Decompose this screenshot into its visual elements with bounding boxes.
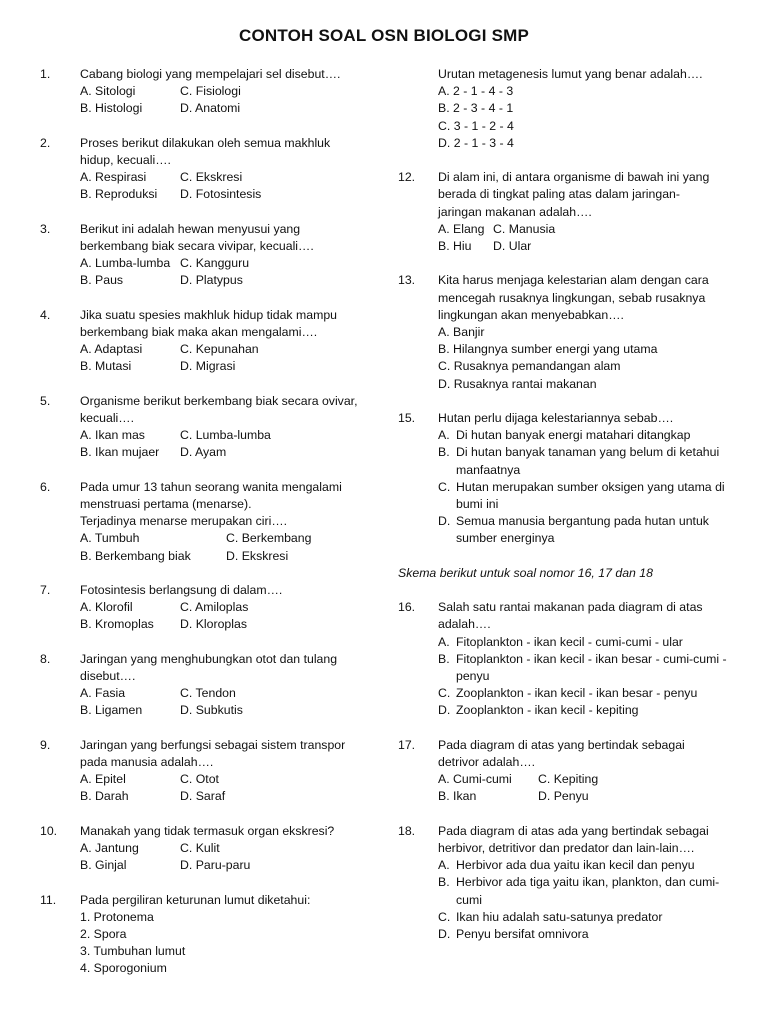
option: B. 2 - 3 - 4 - 1 (438, 101, 514, 116)
question-stem: berada di tingkat paling atas dalam jaringan- (438, 187, 680, 202)
option (438, 634, 734, 651)
option (438, 513, 734, 547)
option: B. Ikan mujaer (80, 445, 160, 460)
question-9 (40, 737, 376, 806)
question-stem: Berikut ini adalah hewan menyusui yang (80, 221, 301, 236)
question-stem: detrivor adalah…. (438, 755, 536, 770)
option: B. Darah (80, 789, 129, 804)
option: A. Cumi-cumi (438, 772, 512, 787)
option-row (80, 255, 376, 272)
option-letter: C. (438, 479, 451, 494)
option-letter: A. (438, 428, 450, 443)
question-stem: Manakah yang tidak termasuk organ ekskresi? (80, 823, 335, 838)
option-letter: D. (438, 703, 451, 718)
question-number: 15. (398, 411, 416, 426)
option: D. Penyu (538, 789, 589, 804)
left-column (40, 66, 376, 995)
option-text: Fitoplankton - ikan kecil - cumi-cumi - ular (456, 634, 683, 649)
option: D. Rusaknya rantai makanan (438, 376, 597, 391)
option-letter: A. (438, 634, 450, 649)
option: B. Berkembang biak (80, 548, 191, 563)
question-stem: Terjadinya menarse merupakan ciri…. (80, 514, 288, 529)
option: B. Kromoplas (80, 617, 154, 632)
option: C. Manusia (493, 221, 556, 236)
option-letter: C. (438, 909, 451, 924)
option: D. Ekskresi (226, 548, 289, 563)
option-row (80, 857, 376, 874)
list-item: 1. Protonema (80, 909, 154, 924)
option (438, 479, 734, 513)
question-4 (40, 307, 376, 376)
question-15 (398, 410, 734, 548)
question-stem: Pada pergiliran keturunan lumut diketahui: (80, 892, 311, 907)
option: A. Adaptasi (80, 342, 143, 357)
option: D. Fotosintesis (180, 187, 262, 202)
option (438, 651, 734, 685)
list-item: 3. Tumbuhan lumut (80, 944, 186, 959)
option-row (438, 221, 734, 238)
option (438, 427, 734, 444)
scheme-note: Skema berikut untuk soal nomor 16, 17 dan 18 (398, 565, 653, 580)
option-row (438, 771, 734, 788)
option-letter: B. (438, 445, 450, 460)
option-row (80, 788, 376, 805)
option-row (80, 616, 376, 633)
option: C. Kulit (180, 841, 220, 855)
option: D. Paru-paru (180, 858, 251, 873)
option: D. Ayam (180, 445, 227, 460)
question-18 (398, 823, 734, 943)
option: C. Rusaknya pemandangan alam (438, 359, 621, 374)
option-text: Zooplankton - ikan kecil - kepiting (456, 703, 639, 718)
option: C. Berkembang (226, 531, 312, 546)
option-row (80, 444, 376, 461)
option-text: Zooplankton - ikan kecil - ikan besar - penyu (456, 686, 698, 701)
option-letter: A. (438, 858, 450, 873)
page-title: CONTOH SOAL OSN BIOLOGI SMP (238, 26, 530, 45)
option: C. Fisiologi (180, 84, 241, 99)
option-text: Ikan hiu adalah satu-satunya predator (456, 909, 663, 924)
option-row (438, 238, 734, 255)
option (438, 874, 734, 908)
question-stem: menstruasi pertama (menarse). (80, 497, 252, 511)
question-number: 4. (40, 307, 51, 322)
list-item: 4. Sporogonium (80, 961, 167, 976)
option-row (80, 685, 376, 702)
option-row (80, 427, 376, 444)
question-stem: pada manusia adalah…. (80, 755, 214, 769)
option: D. Kloroplas (180, 617, 247, 632)
option: D. Anatomi (180, 101, 241, 116)
question-8 (40, 651, 376, 720)
option-row (80, 186, 376, 203)
option-row (80, 83, 376, 100)
option: A. 2 - 1 - 4 - 3 (438, 84, 514, 99)
question-number: 1. (40, 67, 51, 81)
question-stem: Di alam ini, di antara organisme di bawah ini yang (438, 170, 710, 185)
question-stem: hidup, kecuali…. (80, 153, 171, 167)
option: B. Ligamen (80, 703, 143, 718)
question-stem: berkembang biak maka akan mengalami…. (80, 325, 318, 339)
question-stem: Jika suatu spesies makhluk hidup tidak mampu (80, 307, 337, 322)
option-row (80, 358, 376, 375)
option: B. Hiu (438, 239, 472, 254)
option: C. Otot (180, 772, 219, 787)
option-row (80, 272, 376, 289)
question-number: 8. (40, 651, 51, 666)
list-item: 2. Spora (80, 927, 127, 941)
question-2 (40, 135, 376, 204)
question-stem: lingkungan akan menyebabkan…. (438, 307, 624, 322)
question-16 (398, 599, 734, 719)
question-number: 17. (398, 737, 416, 752)
option: A. Sitologi (80, 84, 136, 99)
option-row (80, 702, 376, 719)
option: B. Paus (80, 273, 124, 288)
option-letter: B. (438, 875, 450, 890)
question-13 (398, 272, 734, 392)
option (438, 444, 734, 478)
option: D. 2 - 1 - 3 - 4 (438, 135, 514, 150)
question-stem: Pada diagram di atas yang bertindak sebagai (438, 737, 685, 752)
question-number: 9. (40, 737, 51, 752)
option-row (80, 341, 376, 358)
option: B. Histologi (80, 101, 143, 116)
question-number: 10. (40, 823, 58, 838)
option-text: Di hutan banyak energi matahari ditangkap (456, 428, 691, 443)
option: C. Ekskresi (180, 170, 243, 185)
option-row (438, 788, 734, 805)
option-row (80, 530, 376, 547)
question-5 (40, 393, 376, 462)
question-12 (398, 169, 734, 255)
right-column (398, 66, 734, 960)
option: D. Platypus (180, 273, 243, 288)
option-letter: B. (438, 651, 450, 666)
option-text: Penyu bersifat omnivora (456, 927, 589, 942)
option-row (80, 599, 376, 616)
option (438, 685, 734, 702)
question-number: 3. (40, 221, 51, 236)
option: A. Respirasi (80, 170, 147, 185)
option: D. Subkutis (180, 703, 243, 718)
question-7 (40, 582, 376, 634)
question-3 (40, 221, 376, 290)
option: A. Banjir (438, 325, 485, 340)
option-letter: C. (438, 686, 451, 701)
question-number: 11. (40, 892, 57, 907)
question-stem: disebut…. (80, 669, 136, 683)
option-row (80, 771, 376, 788)
option: A. Epitel (80, 772, 126, 787)
option (438, 926, 734, 943)
option: A. Klorofil (80, 600, 133, 615)
question-number: 7. (40, 583, 51, 597)
option: A. Elang (438, 221, 485, 236)
option-row (80, 169, 376, 186)
option-text: Di hutan banyak tanaman yang belum di ketahui manfaatnya (456, 445, 720, 477)
question-6 (40, 479, 376, 565)
option: A. Tumbuh (80, 531, 140, 546)
option-row (80, 548, 376, 565)
question-stem: Organisme berikut berkembang biak secara ovivar, (80, 393, 358, 408)
option: B. Hilangnya sumber energi yang utama (438, 342, 658, 357)
question-10 (40, 823, 376, 875)
option-row (80, 840, 376, 857)
option: B. Ikan (438, 789, 477, 804)
option: C. Amiloplas (180, 600, 249, 615)
question-stem: berkembang biak secara vivipar, kecuali…. (80, 239, 314, 253)
option-row (80, 100, 376, 117)
question-stem: Proses berikut dilakukan oleh semua makhluk (80, 135, 331, 150)
question-stem: kecuali…. (80, 411, 134, 425)
question-stem: jaringan makanan adalah…. (438, 204, 592, 219)
question-number: 6. (40, 479, 51, 494)
question-stem: mencegah rusaknya lingkungan, sebab rusaknya (438, 290, 706, 305)
question-1 (40, 66, 376, 118)
question-number: 2. (40, 135, 51, 150)
option-text: Herbivor ada dua yaitu ikan kecil dan penyu (456, 858, 695, 873)
option: D. Migrasi (180, 359, 236, 374)
option-text: Semua manusia bergantung pada hutan untuk sumber energinya (456, 514, 709, 546)
option (438, 909, 734, 926)
question-11 (40, 892, 376, 978)
option-text: Fitoplankton - ikan kecil - ikan besar - cumi-cumi - penyu (456, 651, 727, 684)
question-number: 16. (398, 600, 416, 615)
question-stem: Kita harus menjaga kelestarian alam dengan cara (438, 273, 709, 288)
question-stem: Jaringan yang berfungsi sebagai sistem transpor (80, 737, 346, 752)
option-letter: D. (438, 927, 451, 942)
question-number: 12. (398, 170, 416, 185)
question-stem: Urutan metagenesis lumut yang benar adalah…. (438, 67, 703, 81)
option: A. Fasia (80, 686, 126, 701)
question-number: 5. (40, 393, 51, 408)
question-stem: Jaringan yang menghubungkan otot dan tulang (80, 651, 338, 666)
option: C. Lumba-lumba (180, 428, 271, 443)
question-11-continued (398, 66, 734, 152)
option: C. Kangguru (180, 256, 250, 271)
option: A. Jantung (80, 841, 139, 855)
option: C. 3 - 1 - 2 - 4 (438, 118, 514, 133)
option (438, 702, 734, 719)
question-stem: Hutan perlu dijaga kelestariannya sebab…. (438, 411, 674, 426)
option: B. Reproduksi (80, 187, 158, 202)
option: D. Ular (493, 239, 532, 254)
option: C. Kepiting (538, 772, 599, 787)
option: A. Lumba-lumba (80, 256, 171, 271)
question-stem: Fotosintesis berlangsung di dalam…. (80, 583, 283, 597)
question-17 (398, 737, 734, 806)
option: A. Ikan mas (80, 428, 145, 443)
option: C. Tendon (180, 686, 236, 701)
option: D. Saraf (180, 789, 226, 804)
option-text: Herbivor ada tiga yaitu ikan, plankton, dan cumi-cumi (456, 875, 720, 907)
question-stem: Cabang biologi yang mempelajari sel disebut…. (80, 67, 341, 81)
option: B. Ginjal (80, 858, 127, 873)
question-stem: Salah satu rantai makanan pada diagram di atas adalah…. (438, 600, 703, 632)
question-stem: Pada umur 13 tahun seorang wanita mengalami (80, 479, 342, 494)
option-letter: D. (438, 514, 451, 529)
option (438, 857, 734, 874)
option-text: Hutan merupakan sumber oksigen yang utama di bumi ini (456, 479, 725, 512)
question-number: 13. (398, 273, 416, 288)
option: B. Mutasi (80, 359, 132, 374)
question-number: 18. (398, 823, 416, 838)
option: C. Kepunahan (180, 342, 259, 357)
question-stem: Pada diagram di atas ada yang bertindak sebagai herbivor, detritivor dan predator dan lain-lain…. (438, 823, 709, 856)
